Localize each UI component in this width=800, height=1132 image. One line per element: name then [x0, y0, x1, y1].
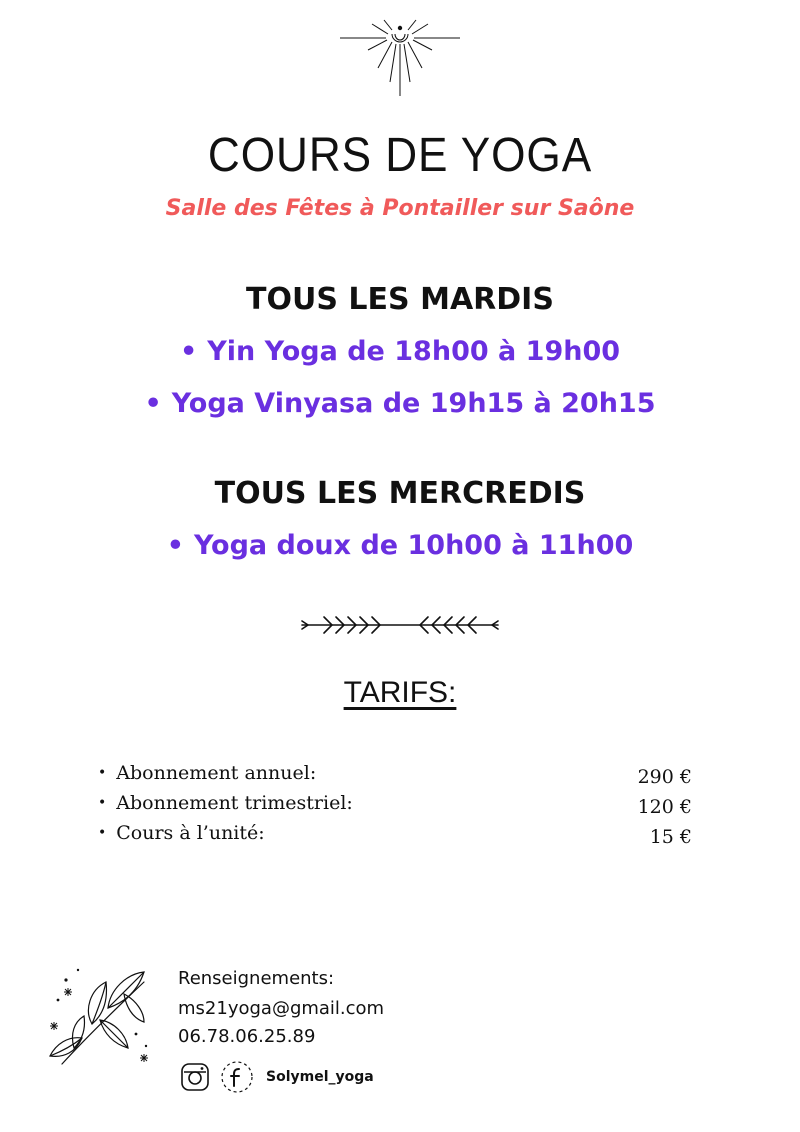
- arrow-ornament-icon: [300, 612, 500, 638]
- day-heading-wednesday: TOUS LES MERCREDIS: [214, 476, 586, 511]
- class-item-text: Yoga doux de 10h00 à 11h00: [193, 530, 634, 561]
- class-item-text: Yoga Vinyasa de 19h15 à 20h15: [171, 388, 656, 419]
- tarif-row: [98, 822, 692, 852]
- class-item: [0, 388, 800, 419]
- tarif-price: 120 €: [637, 796, 692, 818]
- tarif-price: 290 €: [637, 766, 692, 788]
- facebook-icon: [220, 1060, 254, 1094]
- contact-phone: 06.78.06.25.89: [178, 1026, 316, 1047]
- bullet: •: [166, 530, 184, 561]
- day-heading-tuesday: TOUS LES MARDIS: [246, 282, 554, 317]
- tarifs-heading: TARIFS:: [343, 676, 457, 709]
- tarif-price: 15 €: [649, 826, 692, 848]
- social-handle: Solymel_yoga: [266, 1069, 374, 1085]
- contact-heading: Renseignements:: [178, 968, 335, 989]
- bullet: •: [98, 825, 107, 841]
- tarif-row: [98, 792, 692, 822]
- tarif-label: Cours à l’unité:: [116, 822, 265, 844]
- instagram-icon: [180, 1062, 210, 1092]
- venue-subtitle: Salle des Fêtes à Pontailler sur Saône: [165, 196, 635, 221]
- bullet: •: [144, 388, 162, 419]
- bullet: •: [179, 336, 198, 367]
- sun-moon-icon: [340, 18, 460, 98]
- tarif-row: [98, 762, 692, 792]
- page-title: COURS DE YOGA: [207, 129, 593, 182]
- bullet: •: [98, 795, 107, 811]
- contact-email: ms21yoga@gmail.com: [178, 998, 385, 1019]
- class-item-text: Yin Yoga de 18h00 à 19h00: [207, 336, 621, 367]
- class-item: [0, 530, 800, 561]
- bullet: •: [98, 765, 107, 781]
- leaf-branch-icon: [44, 960, 156, 1070]
- tarif-label: Abonnement annuel:: [116, 762, 317, 784]
- tarif-label: Abonnement trimestriel:: [116, 792, 353, 814]
- class-item: [0, 336, 800, 367]
